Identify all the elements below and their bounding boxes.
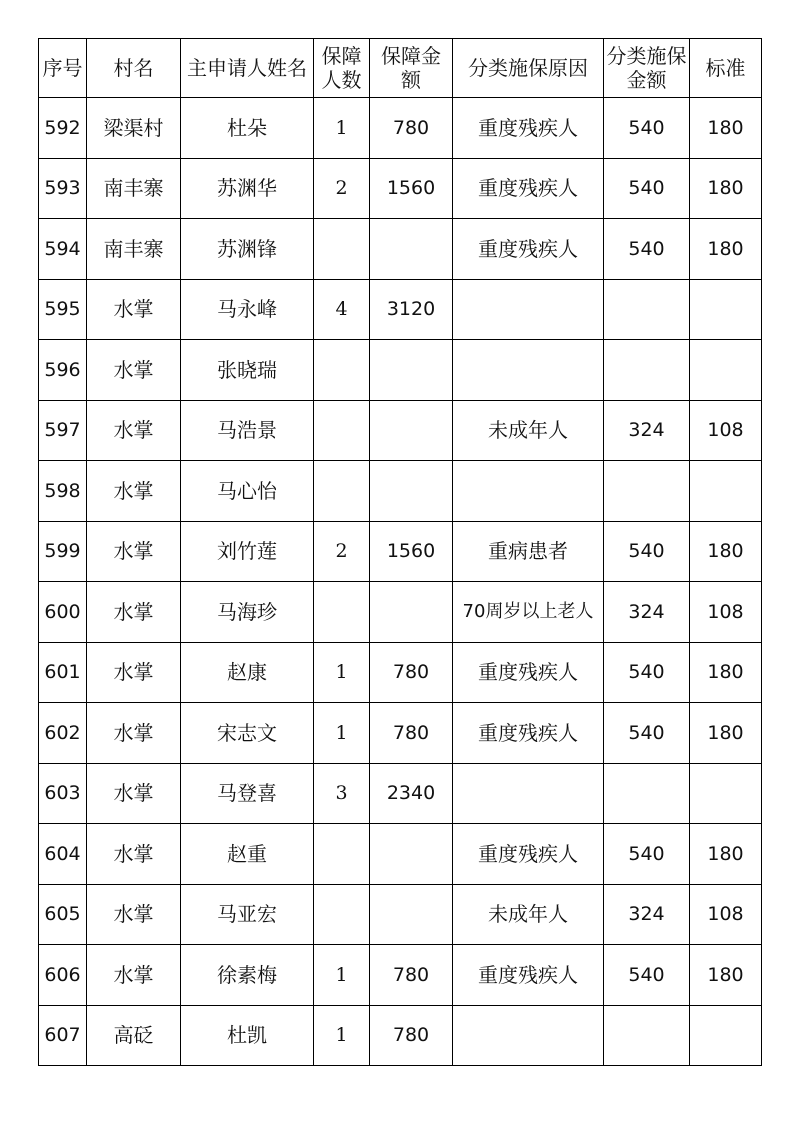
table-body [39,98,762,1066]
cell-covered-persons: 3 [314,763,370,824]
cell-covered-persons: 1 [314,98,370,159]
cell-amount: 3120 [370,279,453,340]
header-village: 村名 [87,39,181,98]
assistance-roster-table-container [38,38,761,1066]
header-amount: 保障金额 [370,39,453,98]
cell-standard: 180 [690,98,762,159]
cell-covered-persons [314,824,370,885]
cell-index: 600 [39,582,87,643]
table-row [39,521,762,582]
cell-standard [690,279,762,340]
cell-category-amount [604,1005,690,1066]
assistance-roster-table [38,38,762,1066]
cell-category-amount: 540 [604,824,690,885]
cell-covered-persons: 1 [314,1005,370,1066]
table-row [39,582,762,643]
cell-index: 603 [39,763,87,824]
cell-village: 南丰寨 [87,219,181,280]
cell-covered-persons: 2 [314,158,370,219]
cell-village: 水掌 [87,824,181,885]
table-row [39,1005,762,1066]
cell-category-reason [453,1005,604,1066]
cell-standard: 180 [690,824,762,885]
cell-applicant-name: 马海珍 [181,582,314,643]
cell-standard: 108 [690,884,762,945]
cell-category-reason: 70周岁以上老人 [453,582,604,643]
cell-applicant-name: 马浩景 [181,400,314,461]
cell-amount [370,824,453,885]
cell-standard [690,1005,762,1066]
cell-village: 水掌 [87,279,181,340]
cell-category-amount: 540 [604,945,690,1006]
table-row [39,400,762,461]
cell-standard: 180 [690,158,762,219]
cell-applicant-name: 马登喜 [181,763,314,824]
cell-category-reason: 重病患者 [453,521,604,582]
cell-standard: 180 [690,219,762,280]
cell-standard [690,461,762,522]
table-row [39,461,762,522]
cell-category-reason: 重度残疾人 [453,824,604,885]
cell-category-reason [453,279,604,340]
header-applicant-name: 主申请人姓名 [181,39,314,98]
cell-amount [370,219,453,280]
cell-index: 592 [39,98,87,159]
cell-applicant-name: 马心怡 [181,461,314,522]
cell-covered-persons [314,582,370,643]
cell-village: 水掌 [87,642,181,703]
cell-category-reason: 未成年人 [453,400,604,461]
cell-applicant-name: 赵康 [181,642,314,703]
cell-index: 605 [39,884,87,945]
cell-category-reason: 未成年人 [453,884,604,945]
header-category-amount: 分类施保金额 [604,39,690,98]
cell-amount: 1560 [370,158,453,219]
cell-index: 597 [39,400,87,461]
cell-applicant-name: 张晓瑞 [181,340,314,401]
cell-village: 南丰寨 [87,158,181,219]
cell-applicant-name: 苏渊华 [181,158,314,219]
table-row [39,219,762,280]
cell-village: 水掌 [87,400,181,461]
cell-village: 高砭 [87,1005,181,1066]
header-category-reason: 分类施保原因 [453,39,604,98]
cell-amount [370,582,453,643]
cell-applicant-name: 徐素梅 [181,945,314,1006]
table-row [39,642,762,703]
cell-village: 水掌 [87,763,181,824]
cell-standard [690,763,762,824]
cell-covered-persons: 1 [314,945,370,1006]
cell-category-amount: 324 [604,884,690,945]
cell-village: 水掌 [87,461,181,522]
cell-covered-persons [314,884,370,945]
cell-amount: 780 [370,1005,453,1066]
cell-standard: 108 [690,400,762,461]
cell-amount: 780 [370,642,453,703]
header-row [39,39,762,98]
header-covered-persons: 保障人数 [314,39,370,98]
cell-village: 水掌 [87,582,181,643]
cell-amount: 780 [370,945,453,1006]
cell-applicant-name: 赵重 [181,824,314,885]
cell-covered-persons: 1 [314,642,370,703]
cell-index: 596 [39,340,87,401]
cell-amount [370,461,453,522]
cell-covered-persons: 2 [314,521,370,582]
cell-index: 606 [39,945,87,1006]
table-row [39,945,762,1006]
cell-category-amount [604,279,690,340]
cell-category-reason: 重度残疾人 [453,945,604,1006]
cell-applicant-name: 杜凯 [181,1005,314,1066]
cell-category-amount [604,461,690,522]
cell-applicant-name: 苏渊锋 [181,219,314,280]
cell-standard: 180 [690,703,762,764]
table-row [39,279,762,340]
cell-index: 607 [39,1005,87,1066]
cell-village: 水掌 [87,521,181,582]
cell-index: 604 [39,824,87,885]
cell-category-amount: 540 [604,98,690,159]
cell-covered-persons: 4 [314,279,370,340]
cell-applicant-name: 刘竹莲 [181,521,314,582]
cell-village: 水掌 [87,703,181,764]
cell-index: 593 [39,158,87,219]
cell-index: 602 [39,703,87,764]
cell-standard [690,340,762,401]
cell-standard: 180 [690,642,762,703]
cell-covered-persons [314,461,370,522]
cell-category-amount: 540 [604,219,690,280]
cell-standard: 180 [690,521,762,582]
cell-amount: 2340 [370,763,453,824]
cell-standard: 108 [690,582,762,643]
cell-category-reason: 重度残疾人 [453,219,604,280]
cell-standard: 180 [690,945,762,1006]
cell-category-amount [604,763,690,824]
table-row [39,884,762,945]
cell-index: 595 [39,279,87,340]
cell-index: 599 [39,521,87,582]
cell-amount [370,400,453,461]
cell-covered-persons [314,219,370,280]
cell-category-amount: 324 [604,400,690,461]
cell-category-amount: 540 [604,158,690,219]
cell-category-reason [453,461,604,522]
cell-category-reason: 重度残疾人 [453,703,604,764]
table-row [39,703,762,764]
cell-index: 598 [39,461,87,522]
table-row [39,158,762,219]
cell-applicant-name: 马永峰 [181,279,314,340]
table-row [39,340,762,401]
cell-village: 水掌 [87,884,181,945]
cell-amount: 780 [370,98,453,159]
cell-category-amount [604,340,690,401]
cell-village: 水掌 [87,340,181,401]
table-row [39,763,762,824]
table-row [39,98,762,159]
cell-index: 601 [39,642,87,703]
cell-covered-persons: 1 [314,703,370,764]
cell-village: 水掌 [87,945,181,1006]
header-standard: 标准 [690,39,762,98]
cell-category-reason: 重度残疾人 [453,158,604,219]
cell-category-reason [453,340,604,401]
cell-category-reason: 重度残疾人 [453,642,604,703]
cell-applicant-name: 宋志文 [181,703,314,764]
cell-amount [370,340,453,401]
table-row [39,824,762,885]
cell-amount [370,884,453,945]
cell-village: 梁渠村 [87,98,181,159]
cell-category-reason [453,763,604,824]
cell-index: 594 [39,219,87,280]
cell-category-reason: 重度残疾人 [453,98,604,159]
cell-category-amount: 540 [604,703,690,764]
cell-covered-persons [314,340,370,401]
cell-category-amount: 324 [604,582,690,643]
cell-covered-persons [314,400,370,461]
table-header [39,39,762,98]
cell-applicant-name: 杜朵 [181,98,314,159]
header-index: 序号 [39,39,87,98]
cell-applicant-name: 马亚宏 [181,884,314,945]
cell-category-amount: 540 [604,642,690,703]
cell-amount: 780 [370,703,453,764]
cell-category-amount: 540 [604,521,690,582]
cell-amount: 1560 [370,521,453,582]
